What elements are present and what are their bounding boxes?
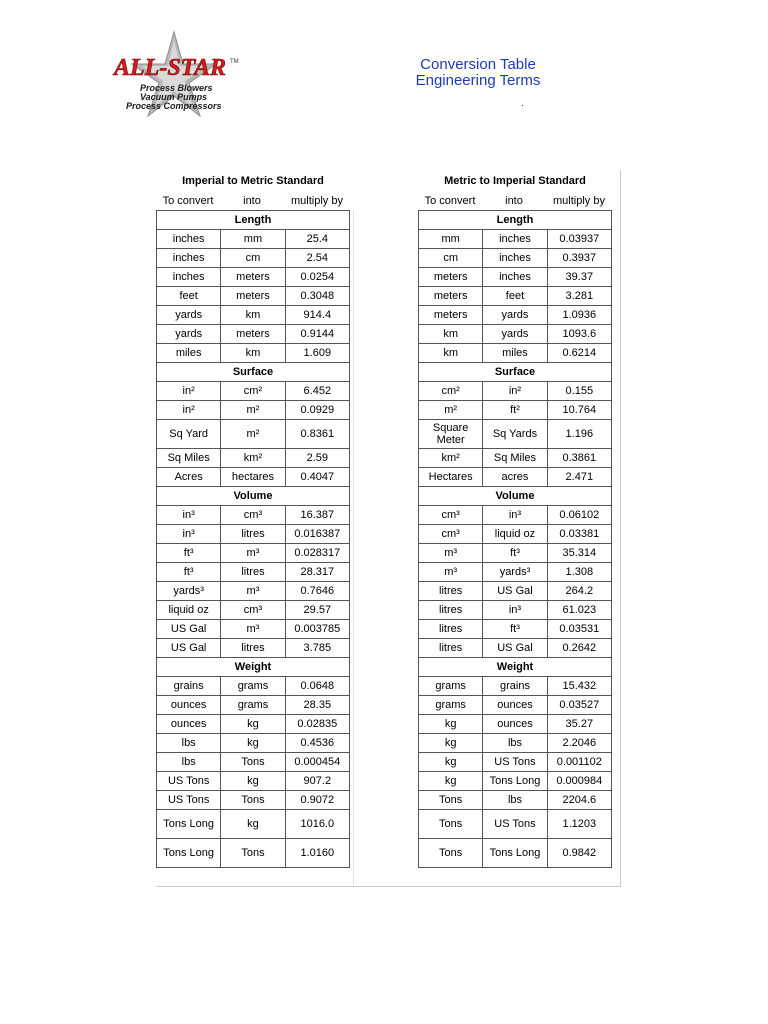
cell-from-unit: ounces [157, 715, 221, 734]
cell-factor: 35.314 [547, 544, 611, 563]
table-row [419, 639, 612, 658]
cell-factor: 1.0936 [547, 306, 611, 325]
cell-to-unit: m³ [221, 582, 285, 601]
table-row [419, 249, 612, 268]
cell-factor: 0.9144 [285, 325, 349, 344]
table-row [419, 839, 612, 868]
cell-to-unit: yards [483, 306, 547, 325]
cell-factor: 35.27 [547, 715, 611, 734]
cell-to-unit: litres [221, 525, 285, 544]
cell-to-unit: ounces [483, 696, 547, 715]
table-row [419, 230, 612, 249]
cell-to-unit: ft³ [483, 544, 547, 563]
header-multiply-by: multiply by [291, 195, 343, 207]
cell-from-unit: mm [419, 230, 483, 249]
table-row [419, 791, 612, 810]
cell-to-unit: m² [221, 401, 285, 420]
cell-from-unit: US Tons [157, 791, 221, 810]
table-row [419, 753, 612, 772]
cell-from-unit: Tons Long [157, 810, 221, 839]
cell-to-unit: Sq Miles [483, 449, 547, 468]
cell-factor: 0.9072 [285, 791, 349, 810]
cell-factor: 0.03381 [547, 525, 611, 544]
cell-to-unit: inches [483, 230, 547, 249]
cell-to-unit: kg [221, 715, 285, 734]
table-row [157, 715, 350, 734]
header-multiply-by: multiply by [553, 195, 605, 207]
cell-from-unit: Sq Miles [157, 449, 221, 468]
table-row [419, 601, 612, 620]
section-header-row [419, 211, 612, 230]
table-row [419, 772, 612, 791]
cell-from-unit: kg [419, 734, 483, 753]
table-row [419, 563, 612, 582]
cell-factor: 0.155 [547, 382, 611, 401]
cell-to-unit: lbs [483, 734, 547, 753]
section-title: Length [419, 211, 612, 230]
cell-factor: 25.4 [285, 230, 349, 249]
cell-from-unit: Hectares [419, 468, 483, 487]
table-row [419, 268, 612, 287]
cell-from-unit: meters [419, 287, 483, 306]
cell-from-unit: kg [419, 772, 483, 791]
cell-factor: 0.03531 [547, 620, 611, 639]
cell-to-unit: mm [221, 230, 285, 249]
section-header-row [157, 363, 350, 382]
cell-from-unit: yards [157, 306, 221, 325]
cell-to-unit: lbs [483, 791, 547, 810]
cell-to-unit: US Tons [483, 810, 547, 839]
cell-from-unit: meters [419, 268, 483, 287]
section-header-row [157, 658, 350, 677]
table-row [157, 382, 350, 401]
cell-factor: 264.2 [547, 582, 611, 601]
cell-from-unit: m³ [419, 544, 483, 563]
cell-to-unit: US Gal [483, 639, 547, 658]
section-header-row [157, 211, 350, 230]
cell-factor: 0.4536 [285, 734, 349, 753]
cell-factor: 15.432 [547, 677, 611, 696]
cell-factor: 0.0254 [285, 268, 349, 287]
cell-from-unit: yards [157, 325, 221, 344]
cell-from-unit: cm² [419, 382, 483, 401]
cell-factor: 1.1203 [547, 810, 611, 839]
cell-from-unit: Tons [419, 839, 483, 868]
cell-factor: 0.028317 [285, 544, 349, 563]
table-row [157, 839, 350, 868]
cell-to-unit: feet [483, 287, 547, 306]
table-row [157, 249, 350, 268]
table-row [419, 544, 612, 563]
cell-from-unit: litres [419, 582, 483, 601]
cell-to-unit: km [221, 306, 285, 325]
cell-from-unit: US Gal [157, 620, 221, 639]
cell-to-unit: Tons [221, 839, 285, 868]
cell-factor: 2204.6 [547, 791, 611, 810]
cell-to-unit: kg [221, 810, 285, 839]
cell-factor: 6.452 [285, 382, 349, 401]
conversion-grid [418, 210, 612, 868]
cell-from-unit: m³ [419, 563, 483, 582]
cell-factor: 61.023 [547, 601, 611, 620]
cell-from-unit: liquid oz [157, 601, 221, 620]
column-headers [156, 192, 350, 210]
cell-to-unit: m² [221, 420, 285, 449]
cell-to-unit: in³ [483, 506, 547, 525]
cell-from-unit: in² [157, 382, 221, 401]
cell-from-unit: meters [419, 306, 483, 325]
cell-factor: 0.000984 [547, 772, 611, 791]
cell-from-unit: kg [419, 715, 483, 734]
table-row [157, 639, 350, 658]
cell-to-unit: grains [483, 677, 547, 696]
table-row [157, 401, 350, 420]
cell-from-unit: ft³ [157, 563, 221, 582]
cell-to-unit: acres [483, 468, 547, 487]
cell-factor: 0.0929 [285, 401, 349, 420]
imperial-to-metric-table [156, 170, 350, 868]
cell-from-unit: ft³ [157, 544, 221, 563]
cell-to-unit: liquid oz [483, 525, 547, 544]
cell-factor: 2.471 [547, 468, 611, 487]
cell-to-unit: meters [221, 287, 285, 306]
cell-factor: 0.7646 [285, 582, 349, 601]
table-row [157, 506, 350, 525]
cell-factor: 16.387 [285, 506, 349, 525]
table-row [419, 582, 612, 601]
cell-from-unit: Tons [419, 810, 483, 839]
cell-to-unit: Tons [221, 753, 285, 772]
cell-from-unit: m² [419, 401, 483, 420]
cell-factor: 3.785 [285, 639, 349, 658]
table-row [419, 449, 612, 468]
cell-to-unit: cm² [221, 382, 285, 401]
cell-factor: 1.308 [547, 563, 611, 582]
table-row [419, 696, 612, 715]
logo-line-compressors: Process Compressors [126, 101, 222, 111]
cell-to-unit: litres [221, 639, 285, 658]
table-row [157, 810, 350, 839]
section-header-row [419, 658, 612, 677]
cell-to-unit: grams [221, 677, 285, 696]
logo-line-blowers: Process Blowers [140, 83, 213, 93]
section-title: Volume [157, 487, 350, 506]
table-row [419, 420, 612, 449]
cell-from-unit: grams [419, 677, 483, 696]
cell-to-unit: kg [221, 734, 285, 753]
cell-factor: 0.03527 [547, 696, 611, 715]
logo-trademark: TM [230, 59, 239, 65]
table-row [419, 810, 612, 839]
table-row [157, 525, 350, 544]
section-title: Length [157, 211, 350, 230]
table-row [157, 344, 350, 363]
table-heading: Imperial to Metric Standard [182, 175, 324, 187]
cell-to-unit: hectares [221, 468, 285, 487]
cell-factor: 3.281 [547, 287, 611, 306]
cell-to-unit: km² [221, 449, 285, 468]
section-title: Surface [419, 363, 612, 382]
table-row [157, 582, 350, 601]
table-row [157, 230, 350, 249]
cell-from-unit: litres [419, 620, 483, 639]
section-title: Surface [157, 363, 350, 382]
table-row [419, 401, 612, 420]
cell-from-unit: cm³ [419, 525, 483, 544]
cell-factor: 0.6214 [547, 344, 611, 363]
table-row [157, 772, 350, 791]
table-row [419, 468, 612, 487]
cell-from-unit: ounces [157, 696, 221, 715]
cell-to-unit: Tons [221, 791, 285, 810]
cell-factor: 914.4 [285, 306, 349, 325]
cell-factor: 1016.0 [285, 810, 349, 839]
cell-to-unit: grams [221, 696, 285, 715]
title-line-2: Engineering Terms [415, 72, 541, 89]
cell-from-unit: yards³ [157, 582, 221, 601]
cell-factor: 10.764 [547, 401, 611, 420]
cell-from-unit: in³ [157, 525, 221, 544]
table-row [157, 601, 350, 620]
cell-to-unit: inches [483, 268, 547, 287]
cell-to-unit: in³ [483, 601, 547, 620]
section-title: Weight [419, 658, 612, 677]
cell-factor: 0.3048 [285, 287, 349, 306]
cell-from-unit: Sq Yard [157, 420, 221, 449]
cell-to-unit: meters [221, 268, 285, 287]
cell-from-unit: inches [157, 249, 221, 268]
cell-factor: 0.9842 [547, 839, 611, 868]
cell-from-unit: litres [419, 601, 483, 620]
title-line-1: Conversion Table [420, 56, 536, 73]
cell-from-unit: grains [157, 677, 221, 696]
cell-from-unit: in³ [157, 506, 221, 525]
table-row [157, 677, 350, 696]
cell-to-unit: ft² [483, 401, 547, 420]
cell-factor: 1093.6 [547, 325, 611, 344]
cell-factor: 0.003785 [285, 620, 349, 639]
table-row [157, 753, 350, 772]
cell-to-unit: ft³ [483, 620, 547, 639]
table-row [157, 420, 350, 449]
cell-factor: 0.3937 [547, 249, 611, 268]
cell-from-unit: US Gal [157, 639, 221, 658]
cell-from-unit: km [419, 325, 483, 344]
cell-to-unit: ounces [483, 715, 547, 734]
cell-to-unit: cm³ [221, 506, 285, 525]
cell-to-unit: US Tons [483, 753, 547, 772]
cell-factor: 0.000454 [285, 753, 349, 772]
cell-from-unit: lbs [157, 753, 221, 772]
cell-from-unit: Acres [157, 468, 221, 487]
table-row [419, 382, 612, 401]
cell-from-unit: feet [157, 287, 221, 306]
cell-to-unit: miles [483, 344, 547, 363]
section-title: Weight [157, 658, 350, 677]
cell-to-unit: km [221, 344, 285, 363]
cell-factor: 0.03937 [547, 230, 611, 249]
cell-to-unit: m³ [221, 544, 285, 563]
column-headers [418, 192, 612, 210]
cell-factor: 907.2 [285, 772, 349, 791]
cell-to-unit: kg [221, 772, 285, 791]
cell-factor: 28.317 [285, 563, 349, 582]
conversion-tables [156, 170, 621, 887]
cell-from-unit: cm [419, 249, 483, 268]
cell-factor: 0.02835 [285, 715, 349, 734]
cell-factor: 2.54 [285, 249, 349, 268]
section-header-row [419, 487, 612, 506]
cell-from-unit: km [419, 344, 483, 363]
cell-to-unit: yards³ [483, 563, 547, 582]
cell-factor: 0.06102 [547, 506, 611, 525]
cell-from-unit: inches [157, 230, 221, 249]
title-dot: . [521, 98, 524, 109]
column-divider [353, 210, 354, 886]
cell-factor: 0.4047 [285, 468, 349, 487]
cell-factor: 0.0648 [285, 677, 349, 696]
table-row [157, 287, 350, 306]
table-row [157, 734, 350, 753]
cell-from-unit: grams [419, 696, 483, 715]
cell-from-unit: lbs [157, 734, 221, 753]
cell-from-unit: Square Meter [419, 420, 483, 449]
table-heading: Metric to Imperial Standard [444, 175, 586, 187]
conversion-grid [156, 210, 350, 868]
all-star-logo [112, 30, 247, 125]
cell-to-unit: litres [221, 563, 285, 582]
table-row [419, 287, 612, 306]
logo-line-vacuum: Vacuum Pumps [140, 92, 208, 102]
logo-brand-text: ALL-STAR [114, 55, 227, 81]
table-row [157, 268, 350, 287]
section-title: Volume [419, 487, 612, 506]
table-row [157, 468, 350, 487]
document-title [400, 57, 556, 89]
cell-factor: 1.196 [547, 420, 611, 449]
table-row [419, 325, 612, 344]
table-row [157, 791, 350, 810]
table-row [419, 525, 612, 544]
cell-factor: 0.016387 [285, 525, 349, 544]
cell-from-unit: in² [157, 401, 221, 420]
star-logo-graphic [112, 30, 247, 125]
section-header-row [419, 363, 612, 382]
header-into: into [243, 195, 261, 207]
cell-factor: 39.37 [547, 268, 611, 287]
table-row [419, 344, 612, 363]
cell-from-unit: miles [157, 344, 221, 363]
cell-factor: 29.57 [285, 601, 349, 620]
cell-to-unit: cm [221, 249, 285, 268]
cell-factor: 0.001102 [547, 753, 611, 772]
table-row [157, 449, 350, 468]
metric-to-imperial-table [418, 170, 612, 868]
table-row [419, 306, 612, 325]
cell-to-unit: Tons Long [483, 839, 547, 868]
cell-to-unit: m³ [221, 620, 285, 639]
cell-to-unit: inches [483, 249, 547, 268]
cell-factor: 0.2642 [547, 639, 611, 658]
cell-to-unit: yards [483, 325, 547, 344]
cell-from-unit: inches [157, 268, 221, 287]
table-row [157, 620, 350, 639]
cell-factor: 28.35 [285, 696, 349, 715]
cell-to-unit: cm³ [221, 601, 285, 620]
cell-to-unit: Sq Yards [483, 420, 547, 449]
header-to-convert: To convert [162, 195, 214, 207]
cell-factor: 1.609 [285, 344, 349, 363]
cell-from-unit: litres [419, 639, 483, 658]
header-to-convert: To convert [424, 195, 476, 207]
table-row [157, 696, 350, 715]
table-row [419, 734, 612, 753]
cell-from-unit: Tons [419, 791, 483, 810]
cell-from-unit: US Tons [157, 772, 221, 791]
table-row [419, 506, 612, 525]
table-row [157, 544, 350, 563]
cell-factor: 0.3861 [547, 449, 611, 468]
table-row [419, 677, 612, 696]
cell-to-unit: in² [483, 382, 547, 401]
cell-from-unit: cm³ [419, 506, 483, 525]
cell-to-unit: meters [221, 325, 285, 344]
table-row [419, 620, 612, 639]
table-row [419, 715, 612, 734]
cell-from-unit: Tons Long [157, 839, 221, 868]
cell-from-unit: kg [419, 753, 483, 772]
cell-from-unit: km² [419, 449, 483, 468]
cell-factor: 2.59 [285, 449, 349, 468]
cell-to-unit: Tons Long [483, 772, 547, 791]
table-row [157, 563, 350, 582]
cell-factor: 2.2046 [547, 734, 611, 753]
cell-factor: 1.0160 [285, 839, 349, 868]
section-header-row [157, 487, 350, 506]
cell-factor: 0.8361 [285, 420, 349, 449]
table-row [157, 306, 350, 325]
cell-to-unit: US Gal [483, 582, 547, 601]
header-into: into [505, 195, 523, 207]
table-row [157, 325, 350, 344]
